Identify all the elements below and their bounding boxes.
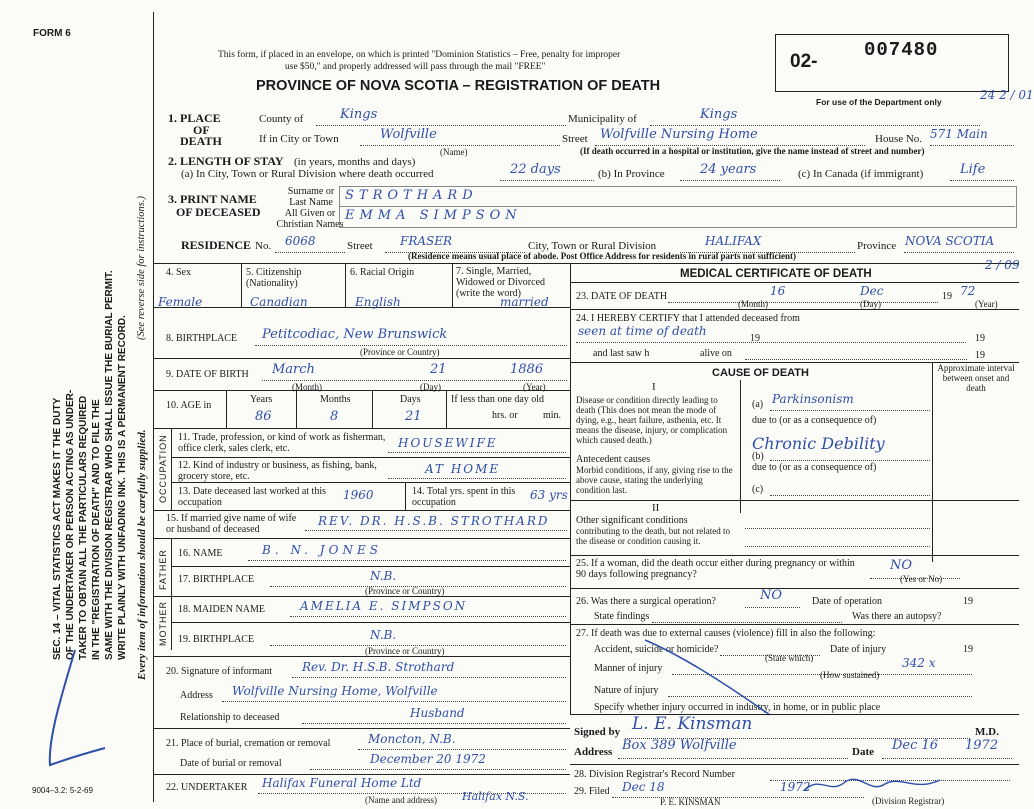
length-of-stay-label: 2. LENGTH OF STAY [168, 154, 284, 168]
q27-label: 27. If death was due to external causes (violence) fill in also the following: [576, 628, 876, 639]
street-label: Street [562, 133, 588, 145]
signed-by-value: L. E. Kinsman [632, 714, 753, 734]
injury-year-19: 19 [963, 644, 973, 655]
q26-value: NO [760, 588, 783, 603]
industry-value: AT HOME [425, 462, 501, 476]
registrar-caption: (Division Registrar) [872, 796, 945, 806]
residence-city-label: City, Town or Rural Division [528, 240, 657, 252]
side-text-line-4: IN THE "REGISTRATION OF DEATH" AND TO FILE THE [91, 399, 102, 660]
undertaker-label: 22. UNDERTAKER [166, 782, 248, 793]
given-label: All Given or Christian Names [276, 208, 344, 230]
dept-use-label: For use of the Department only [816, 97, 942, 107]
registration-number-box [775, 34, 1009, 92]
left-margin-rule [153, 12, 154, 802]
roman-one: I [652, 381, 656, 393]
notice-line-2: use $50," and properly addressed will pass through the mail "FREE" [285, 62, 546, 72]
death-year-caption: (Year) [975, 299, 998, 309]
mother-birthplace-label: 19. BIRTHPLACE [178, 634, 255, 645]
surname-value: STROTHARD [345, 188, 478, 203]
manner-label: Manner of injury [594, 663, 663, 674]
father-birthplace-label: 17. BIRTHPLACE [178, 574, 255, 585]
given-value: EMMA SIMPSON [345, 208, 522, 223]
burial-place-label: 21. Place of burial, cremation or removal [166, 738, 331, 749]
age-years-value: 86 [255, 409, 272, 424]
sex-value: Female [158, 295, 203, 309]
informant-relationship-label: Relationship to deceased [180, 712, 280, 723]
stay-province-label: (b) In Province [598, 168, 665, 180]
registrar-stamp: P. E. KINSMAN [660, 797, 721, 807]
dept-codes: 24 2 / 01 [980, 88, 1034, 102]
father-birthplace-caption: (Province or Country) [365, 586, 445, 596]
burial-date-label: Date of burial or removal [180, 758, 282, 769]
due-to-b: due to (or as a consequence of) [752, 462, 877, 473]
deceased-label-2: OF DECEASED [176, 205, 261, 219]
hrs-label: hrs. or [492, 410, 518, 421]
alive-year-19: 19 [975, 350, 985, 361]
center-divider [570, 263, 571, 714]
q25-value: NO [890, 558, 913, 573]
reg-prefix: 02- [790, 51, 818, 72]
attended-year-19-b: 19 [975, 333, 985, 344]
stay-city-label: (a) In City, Town or Rural Division where death occurred [181, 168, 434, 180]
filed-year-value: 1972 [780, 780, 811, 794]
sex-label: 4. Sex [166, 267, 191, 278]
accident-label: Accident, suicide or homicide? [594, 644, 719, 655]
county-value: Kings [340, 107, 378, 122]
dob-day: 21 [430, 362, 447, 377]
injury-date-label: Date of injury [830, 644, 887, 655]
supply-note: Every item of information should be carefully supplied. [136, 429, 148, 680]
municipality-value: Kings [700, 107, 738, 122]
place-of-death-label: 1. PLACE [168, 111, 221, 125]
city-value: Wolfville [380, 127, 437, 142]
cause-c-label: (c) [752, 484, 764, 495]
alive-label: alive on [700, 348, 732, 359]
stay-city-value: 22 days [510, 162, 561, 177]
informant-address-label: Address [180, 690, 213, 701]
residence-no-value: 6068 [285, 234, 316, 248]
racial-label: 6. Racial Origin [350, 267, 415, 278]
q25-caption: (Yes or No) [900, 574, 943, 584]
stay-canada-label: (c) In Canada (if immigrant) [798, 168, 924, 180]
dob-year: 1886 [510, 362, 544, 377]
undertaker-caption: (Name and address) [365, 795, 437, 805]
attended-value: seen at time of death [578, 324, 707, 338]
q26-label: 26. Was there a surgical operation? [576, 596, 716, 607]
instructions-note: (See reverse side for instructions.) [136, 196, 147, 340]
page-title: PROVINCE OF NOVA SCOTIA – REGISTRATION OF DEATH [256, 78, 661, 94]
spouse-value: REV. DR. H.S.B. STROTHARD [318, 514, 550, 528]
death-month-caption: (Month) [738, 299, 768, 309]
racial-value: English [355, 295, 401, 309]
citizenship-label: 5. Citizenship (Nationality) [246, 267, 302, 289]
stay-province-value: 24 years [700, 162, 757, 177]
birthplace-label: 8. BIRTHPLACE [166, 333, 238, 344]
reg-number: 007480 [864, 39, 939, 61]
signature-year-value: 1972 [965, 738, 999, 753]
attended-year-19: 19 [750, 333, 760, 344]
death-year-value: 72 [960, 284, 976, 298]
undertaker-value: Halifax Funeral Home Ltd [262, 776, 422, 790]
trade-label: 11. Trade, profession, or kind of work as fisherman, office clerk, sales clerk, etc. [178, 432, 386, 454]
operation-year-19: 19 [963, 596, 973, 607]
residence-city-value: HALIFAX [705, 234, 762, 248]
residence-street-value: FRASER [400, 234, 453, 248]
handwritten-strike-mark [640, 630, 780, 720]
occupation-vertical-label: OCCUPATION [158, 434, 168, 503]
burial-date-value: December 20 1972 [370, 752, 486, 766]
md-label: M.D. [975, 726, 999, 738]
cause-title: CAUSE OF DEATH [712, 367, 809, 379]
form-label: FORM 6 [33, 28, 71, 39]
disease-label: Disease or condition directly leading to death (This does not mean the mode of dying, e.g., heart failure, asthenia, etc. It means the disease, injury, or complication which caused death.) [576, 395, 728, 445]
filed-value: Dec 18 [622, 780, 665, 794]
house-label: House No. [875, 133, 923, 145]
mother-vertical-label: MOTHER [158, 601, 168, 646]
signature-date-label: Date [852, 746, 874, 758]
filed-label: 29. Filed [574, 786, 610, 797]
last-saw-label: and last saw h [593, 348, 650, 359]
length-of-stay-note: (in years, months and days) [294, 156, 416, 168]
age-months-label: Months [320, 394, 351, 405]
death-day-value: 16 [770, 284, 786, 298]
residence-no-label: No. [255, 240, 272, 252]
industry-label: 12. Kind of industry or business, as fishing, bank, grocery store, etc. [178, 460, 377, 482]
residence-province-value: NOVA SCOTIA [905, 234, 995, 248]
dob-label: 9. DATE OF BIRTH [166, 369, 249, 380]
roman-two: II [652, 502, 660, 514]
burial-place-value: Moncton, N.B. [368, 732, 456, 746]
age-days-value: 21 [405, 409, 422, 424]
side-text-line-3: TAKER TO OBTAIN ALL THE PARTICULARS REQUIRED [78, 395, 89, 660]
operation-date-label: Date of operation [812, 596, 882, 607]
death-date-label: 23. DATE OF DEATH [576, 291, 668, 302]
last-worked-label: 13. Date deceased last worked at this occupation [178, 486, 327, 508]
father-name-value: B. N. JONES [262, 543, 382, 557]
less-than-day-label: If less than one day old [451, 394, 545, 405]
county-label: County of [259, 113, 304, 125]
interval-label: Approximate interval between onset and death [937, 363, 1015, 393]
min-label: min. [543, 410, 562, 421]
undertaker-address-value: Halifax N.S. [462, 790, 529, 803]
hospital-note: (If death occurred in a hospital or institution, give the name instead of street and number) [580, 146, 925, 156]
print-code: 9004–3.2: 5-2-69 [32, 786, 93, 795]
total-years-label: 14. Total yrs. spent in this occupation [412, 486, 516, 508]
informant-relationship-value: Husband [410, 706, 465, 720]
mother-maiden-label: 18. MAIDEN NAME [178, 604, 265, 615]
medical-corner-code: 2 / 09 [985, 258, 1020, 272]
marital-label: 7. Single, Married, Widowed or Divorced (write the word) [456, 266, 546, 299]
antecedent-note: Morbid conditions, if any, giving rise to the above cause, stating the underlying condition last. [576, 465, 733, 495]
informant-signature-value: Rev. Dr. H.S.B. Strothard [302, 660, 455, 674]
name-caption: (Name) [440, 147, 468, 157]
place-of-death-label-of: OF [193, 123, 210, 137]
residence-province-label: Province [857, 240, 897, 252]
last-worked-value: 1960 [343, 488, 374, 502]
cause-b-label: (b) [752, 451, 764, 462]
cause-a-value: Parkinsonism [772, 392, 854, 406]
autopsy-label: Was there an autopsy? [852, 611, 942, 622]
side-text-line-2: OF THE UNDERTAKER OR PERSON ACTING AS UNDER- [65, 389, 76, 660]
surname-label: Surname or Last Name [287, 186, 335, 208]
stay-canada-value: Life [960, 162, 986, 177]
registrar-signature [800, 770, 950, 800]
dob-day-caption: (Day) [420, 382, 441, 392]
nature-label: Nature of injury [594, 685, 659, 696]
marital-value: married [500, 295, 549, 309]
side-text-line-6: WRITE PLAINLY WITH UNFADING INK. THIS IS A PERMANENT RECORD. [117, 315, 128, 660]
other-note: contributing to the death, but not related to the disease or condition causing it. [576, 526, 730, 546]
notice-line-1: This form, if placed in an envelope, on which is printed "Dominion Statistics – Free, penalty for improper [218, 50, 621, 60]
deceased-label-1: 3. PRINT NAME [168, 192, 257, 206]
signed-by-label: Signed by [574, 726, 621, 738]
handwritten-l-mark [30, 640, 110, 780]
trade-value: HOUSEWIFE [398, 436, 498, 450]
father-name-label: 16. NAME [178, 548, 223, 559]
birthplace-value: Petitcodiac, New Brunswick [262, 327, 448, 342]
signature-address-label: Address [574, 746, 613, 758]
father-birthplace-value: N.B. [370, 569, 397, 583]
findings-label: State findings [594, 611, 650, 622]
cause-a-label: (a) [752, 399, 764, 410]
death-year-prefix: 19 [942, 291, 952, 302]
total-years-value: 63 yrs [530, 488, 568, 502]
medical-title: MEDICAL CERTIFICATE OF DEATH [680, 268, 872, 280]
death-day-caption: (Day) [860, 299, 881, 309]
informant-address-value: Wolfville Nursing Home, Wolfville [232, 684, 438, 698]
age-days-label: Days [400, 394, 421, 405]
street-value: Wolfville Nursing Home [600, 127, 758, 142]
residence-note: (Residence means usual place of abode. Post Office Address for residents in rural parts not sufficient) [408, 251, 796, 261]
house-value: 571 Main [930, 127, 988, 141]
dob-year-caption: (Year) [523, 382, 546, 392]
informant-signature-label: 20. Signature of informant [166, 666, 273, 677]
residence-street-label: Street [347, 240, 373, 252]
form-mark: 342 x [902, 656, 936, 670]
signature-date-value: Dec 16 [892, 738, 939, 753]
father-vertical-label: FATHER [158, 549, 168, 590]
citizenship-value: Canadian [250, 295, 308, 309]
how-sustained-caption: (How sustained) [820, 670, 880, 680]
mother-maiden-value: AMELIA E. SIMPSON [300, 599, 468, 613]
death-month-value: Dec [860, 284, 884, 298]
dob-month-caption: (Month) [292, 382, 322, 392]
due-to-a: due to (or as a consequence of) [752, 415, 877, 426]
age-months-value: 8 [330, 409, 339, 424]
mother-birthplace-caption: (Province or Country) [365, 646, 445, 656]
age-years-label: Years [250, 394, 273, 405]
municipality-label: Municipality of [568, 113, 637, 125]
q25-label: 25. If a woman, did the death occur either during pregnancy or within 90 days following pregnancy? [576, 558, 855, 580]
side-text-line-5: SAME WITH THE DIVISION REGISTRAR WHO SHALL ISSUE THE BURIAL PERMIT. [104, 270, 115, 660]
signature-address-value: Box 389 Wolfville [622, 738, 737, 753]
mother-birthplace-value: N.B. [370, 628, 397, 642]
place-of-death-label-death: DEATH [180, 134, 222, 148]
cause-b-value: Chronic Debility [752, 434, 885, 453]
residence-label: RESIDENCE [181, 238, 252, 252]
spouse-label: 15. If married give name of wife or husband of deceased [166, 513, 297, 535]
antecedent-label: Antecedent causes [576, 454, 651, 465]
age-label: 10. AGE in [166, 400, 212, 411]
dob-month: March [272, 362, 315, 377]
attended-label: 24. I HEREBY CERTIFY that I attended deceased from [576, 313, 800, 324]
birthplace-caption: (Province or Country) [360, 347, 440, 357]
city-label: If in City or Town [259, 133, 339, 145]
side-text-line-1: SEC. 14 – VITAL STATISTICS ACT MAKES IT THE DUTY [52, 397, 63, 660]
industry-injury-label: Specify whether injury occurred in industry, in home, or in public place [594, 702, 881, 713]
state-which-caption: (State which) [765, 653, 814, 663]
record-number-label: 28. Division Registrar's Record Number [574, 769, 735, 780]
other-label: Other significant conditions [576, 515, 688, 526]
